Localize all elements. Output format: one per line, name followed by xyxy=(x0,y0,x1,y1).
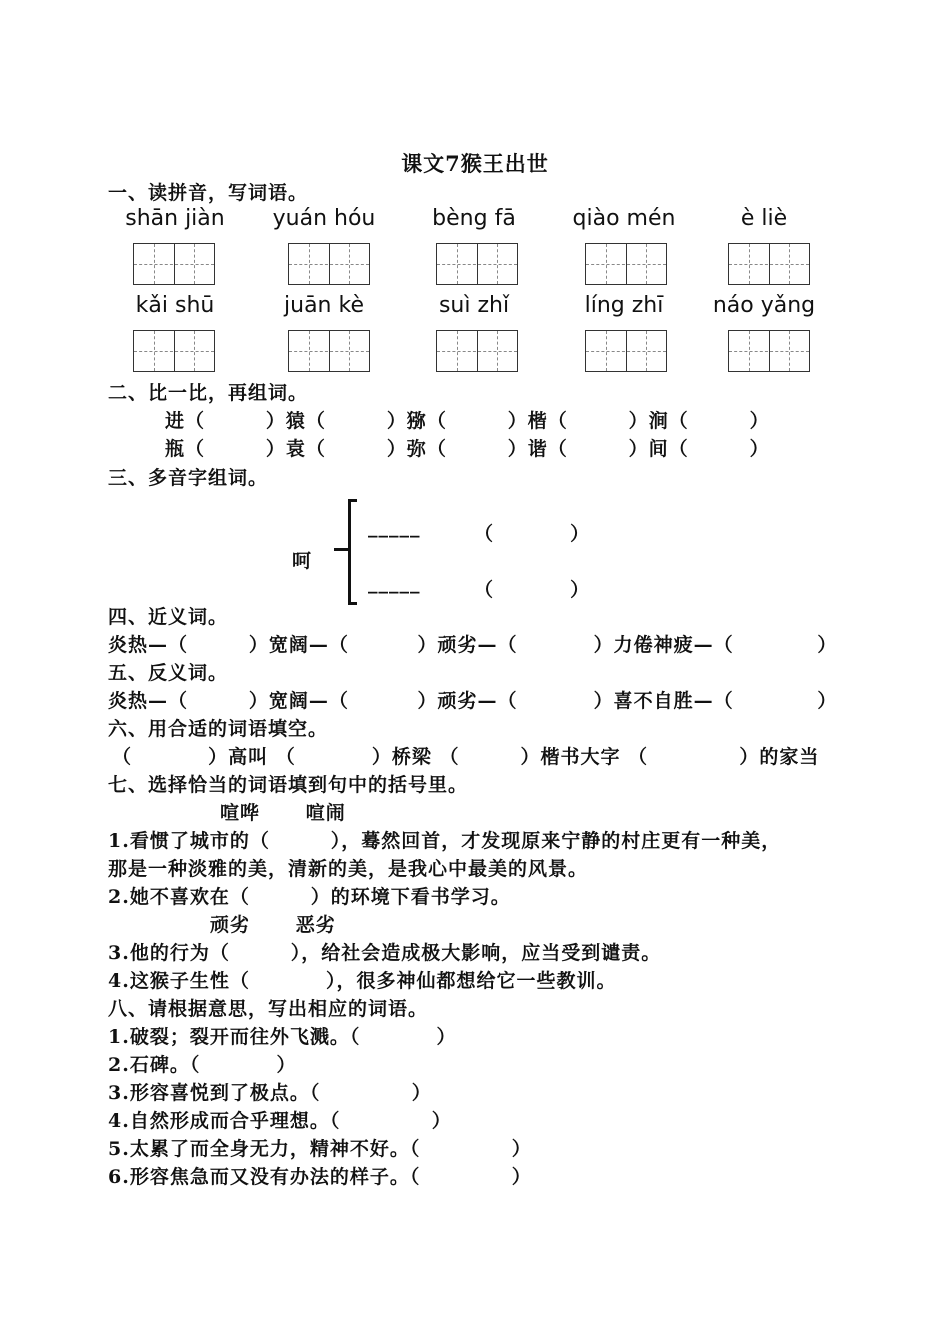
pinyin-1-4: qiào mén xyxy=(572,206,676,231)
meaning-item-3: 3.形容喜悦到了极点。（ ） xyxy=(108,1082,432,1104)
pinyin-2-3: suì zhǐ xyxy=(438,293,510,318)
section-5-heading: 五、反义词。 xyxy=(108,662,229,684)
section-2-heading: 二、比一比，再组词。 xyxy=(108,382,309,404)
writing-grid-1-3[interactable] xyxy=(436,243,518,285)
antonym-line: 炎热—（ ）宽阔—（ ）顽劣—（ ）喜不自胜—（ ） xyxy=(108,690,838,712)
pinyin-2-5: náo yǎng xyxy=(712,293,816,318)
writing-grid-1-1[interactable] xyxy=(133,243,215,285)
writing-grid-2-4[interactable] xyxy=(585,330,667,372)
word-choices-2: 顽劣 恶劣 xyxy=(210,914,336,936)
question-3: 3.他的行为（ ），给社会造成极大影响，应当受到谴责。 xyxy=(108,942,662,964)
writing-grid-2-5[interactable] xyxy=(728,330,810,372)
writing-grid-2-2[interactable] xyxy=(288,330,370,372)
word-choices-1: 喧哗 喧闹 xyxy=(220,802,346,824)
brace-tick xyxy=(334,548,349,551)
pinyin-2-2: juān kè xyxy=(284,293,364,318)
compare-row-2: 瓶（ ）袁（ ）弥（ ）谐（ ）间（ ） xyxy=(165,438,770,460)
compare-row-1: 进（ ）猿（ ）猕（ ）楷（ ）涧（ ） xyxy=(165,410,770,432)
pinyin-1-1: shān jiàn xyxy=(125,206,225,231)
pinyin-1-5: è liè xyxy=(740,206,788,231)
question-1-line-1: 1.看惯了城市的（ ），蓦然回首，才发现原来宁静的村庄更有一种美， xyxy=(108,830,782,852)
polyphone-blank-1: _____ xyxy=(368,516,421,538)
section-6-heading: 六、用合适的词语填空。 xyxy=(108,718,329,740)
page-title: 课文7猴王出世 xyxy=(401,151,549,176)
writing-grid-1-2[interactable] xyxy=(288,243,370,285)
fill-line: （ ）高叫 （ ）桥梁 （ ）楷书大字 （ ）的家当 xyxy=(112,746,820,768)
writing-grid-1-4[interactable] xyxy=(585,243,667,285)
pinyin-2-1: kǎi shū xyxy=(135,293,215,318)
polyphone-paren-2: （ ） xyxy=(474,579,591,601)
pinyin-2-4: líng zhī xyxy=(584,293,664,318)
section-7-heading: 七、选择恰当的词语填到句中的括号里。 xyxy=(108,774,469,796)
question-4: 4.这猴子生性（ ），很多神仙都想给它一些教训。 xyxy=(108,970,617,992)
question-1-line-2: 那是一种淡雅的美，清新的美，是我心中最美的风景。 xyxy=(108,858,589,880)
section-4-heading: 四、近义词。 xyxy=(108,606,229,628)
meaning-item-2: 2.石碑。（ ） xyxy=(108,1054,297,1076)
pinyin-1-3: bèng fā xyxy=(432,206,516,231)
section-8-heading: 八、请根据意思，写出相应的词语。 xyxy=(108,998,429,1020)
polyphone-paren-1: （ ） xyxy=(474,523,591,545)
brace-icon xyxy=(348,499,357,605)
writing-grid-2-3[interactable] xyxy=(436,330,518,372)
section-1-heading: 一、读拼音，写词语。 xyxy=(108,182,309,204)
polyphone-char: 呵 xyxy=(292,550,313,572)
question-2: 2.她不喜欢在（ ）的环境下看书学习。 xyxy=(108,886,511,908)
pinyin-1-2: yuán hóu xyxy=(272,206,376,231)
meaning-item-4: 4.自然形成而合乎理想。（ ） xyxy=(108,1110,452,1132)
writing-grid-1-5[interactable] xyxy=(728,243,810,285)
meaning-item-1: 1.破裂；裂开而往外飞溅。（ ） xyxy=(108,1026,457,1048)
section-3-heading: 三、多音字组词。 xyxy=(108,467,269,489)
meaning-item-5: 5.太累了而全身无力，精神不好。（ ） xyxy=(108,1138,532,1160)
meaning-item-6: 6.形容焦急而又没有办法的样子。（ ） xyxy=(108,1166,532,1188)
synonym-line: 炎热—（ ）宽阔—（ ）顽劣—（ ）力倦神疲—（ ） xyxy=(108,634,838,656)
writing-grid-2-1[interactable] xyxy=(133,330,215,372)
polyphone-blank-2: _____ xyxy=(368,572,421,594)
